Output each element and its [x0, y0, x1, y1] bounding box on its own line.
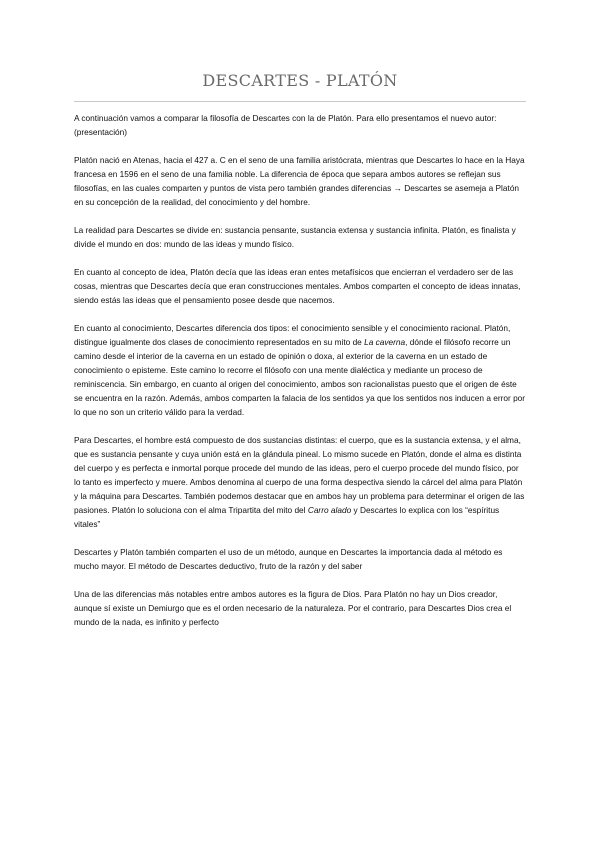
paragraph-reality: La realidad para Descartes se divide en: sustancia pensante, sustancia extensa y sustancia infinita. Platón, es finalista y divide el mundo en dos: mundo de las ideas y mundo físico. — [74, 225, 516, 249]
paragraph-god: Una de las diferencias más notables entre ambos autores es la figura de Dios. Para Platón no hay un Dios creador, aunque sí existe un Demiurgo que es el orden necesario de la naturaleza. Por el contrario, para Descartes Dios crea el mundo de la nada, es infinito y perfecto — [74, 589, 512, 627]
paragraph-introduction: A continuación vamos a comparar la filosofía de Descartes con la de Platón. Para ello presentamos el nuevo autor: (presentación) — [74, 113, 497, 137]
paragraph-human-emphasis: Carro alado — [307, 505, 352, 515]
paragraph-knowledge-text-b: , dónde el filósofo recorre un camino desde el interior de la caverna en un estado de opinión o doxa, al exterior de la caverna en un estado de conocimiento o episteme. Este camino lo recorre el filósofo con una mente dialéctica y mediante un proceso de reminiscencia. Sin embargo, en cuanto al origen del conocimiento, ambos son racionalistas puesto que el origen de éste se encuentra en la razón. Además, ambos comparten la falacia de los sentidos ya que los sentidos nos inducen a error por lo que no son un criterio válido para la verdad. — [74, 337, 526, 417]
paragraph-knowledge — [74, 321, 526, 419]
paragraph-method: Descartes y Platón también comparten el uso de un método, aunque en Descartes la importancia dada al método es mucho mayor. El método de Descartes deductivo, fruto de la razón y del saber — [74, 547, 503, 571]
document-title: DESCARTES - PLATÓN — [202, 71, 398, 90]
paragraph-biographies: Platón nació en Atenas, hacia el 427 a. C en el seno de una familia aristócrata, mientras que Descartes lo hace en la Haya francesa en 1596 en el seno de una familia noble. La diferencia de época que separa ambos autores se reflejan sus filosofías, en las cuales comparten y puntos de vista pero también grandes diferencias → Descartes se asemeja a Platón en su concepción de la realidad, del conocimiento y del hombre. — [74, 155, 525, 207]
paragraph-human-text-b: y Descartes lo explica con los “espíritus vitales” — [74, 505, 500, 529]
title-divider — [74, 101, 526, 102]
paragraph-idea-concept: En cuanto al concepto de idea, Platón decía que las ideas eran entes metafísicos que encierran el verdadero ser de las cosas, mientras que Descartes decía que eran construcciones mentales. Ambos comparten el concepto de ideas innatas, siendo estás las ideas que el pensamiento posee desde que nacemos. — [74, 267, 521, 305]
paragraph-knowledge-text-a: En cuanto al conocimiento, Descartes diferencia dos tipos: el conocimiento sensible y el conocimiento racional. Platón, distingue igualmente dos clases de conocimiento representados en su mito de — [74, 323, 511, 347]
paragraph-human-text-a: Para Descartes, el hombre está compuesto de dos sustancias distintas: el cuerpo, que es la sustancia extensa, y el alma, que es sustancia pensante y cuya unión está en la glándula pineal. Lo mismo sucede en Platón, donde el alma es distinta del cuerpo y es perfecta e inmortal porque procede del mundo de las ideas, pero el cuerpo procede del mundo físico, por lo tanto es imperfecto y muere. Ambos denomina al cuerpo de una forma despectiva siendo la cárcel del alma para Platón y la máquina para Descartes. También podemos destacar que en ambos hay un problema para determinar el origen de las pasiones. Platón lo soluciona con el alma Tripartita del mito del — [74, 435, 525, 515]
paragraph-human — [74, 433, 526, 531]
document-body — [74, 111, 526, 629]
paragraph-knowledge-emphasis: La caverna — [364, 337, 406, 347]
